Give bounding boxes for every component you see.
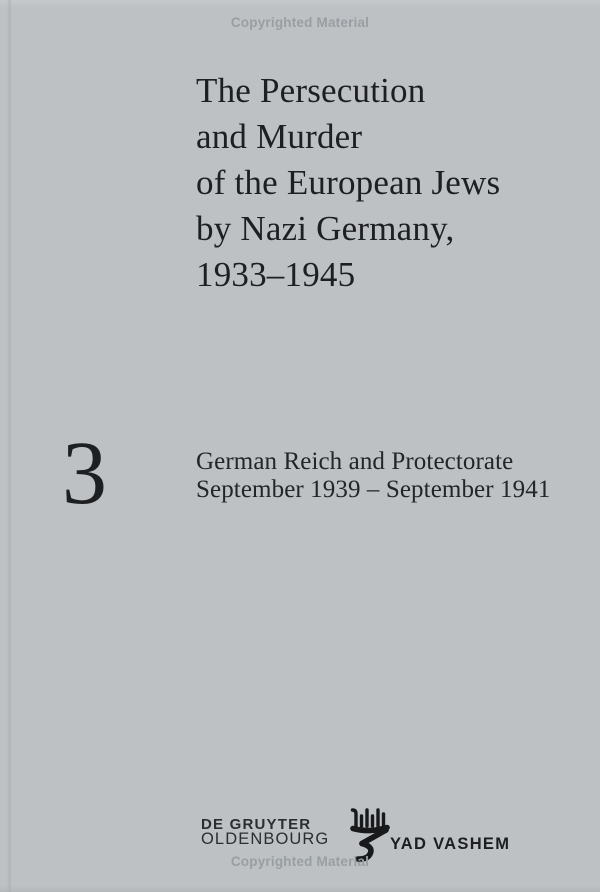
subtitle-line-1: German Reich and Protectorate	[196, 448, 514, 475]
top-edge-highlight	[0, 0, 600, 8]
title-line-4: by Nazi Germany,	[196, 209, 455, 248]
oldenbourg-wordmark: OLDENBOURG	[201, 830, 330, 848]
volume-subtitle	[196, 448, 550, 504]
yad-vashem-wordmark: YAD VASHEM	[390, 835, 511, 853]
left-cover-crease	[7, 0, 12, 892]
subtitle-line-2: September 1939 – September 1941	[196, 476, 551, 503]
de-gruyter-oldenbourg-logo	[201, 817, 329, 847]
bottom-edge-shade	[0, 886, 600, 892]
title-line-5: 1933–1945	[196, 255, 356, 294]
title-line-1: The Persecution	[196, 71, 426, 110]
title-line-3: of the European Jews	[196, 163, 501, 202]
de-gruyter-wordmark: DE GRUYTER	[201, 816, 312, 833]
volume-number: 3	[62, 424, 107, 523]
title-line-2: and Murder	[196, 117, 363, 156]
copyright-notice-top: Copyrighted Material	[230, 15, 370, 30]
book-title	[196, 68, 500, 298]
copyright-notice-bottom: Copyrighted Material	[230, 854, 370, 869]
